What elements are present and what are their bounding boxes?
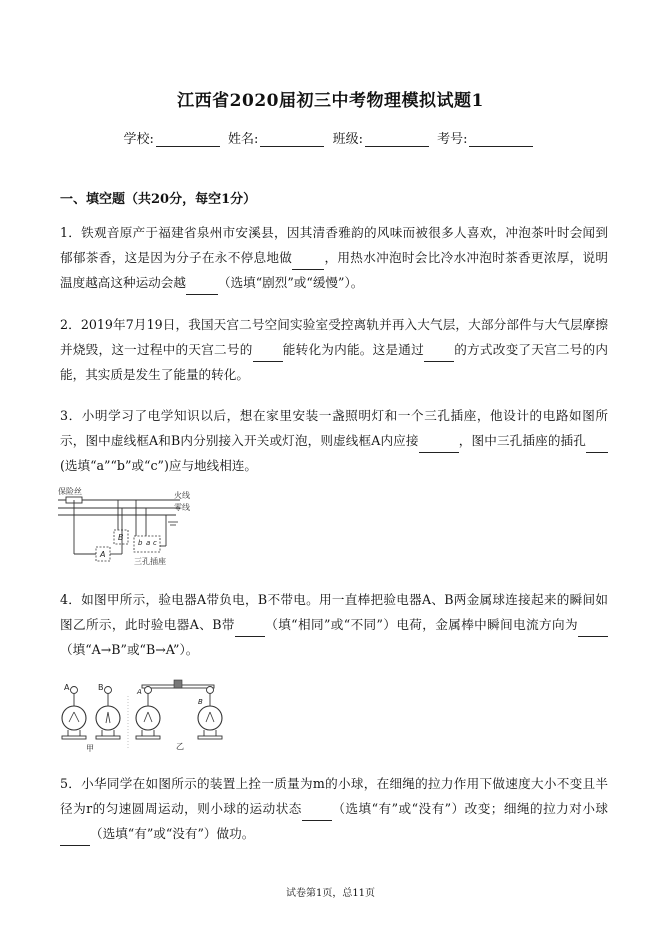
q4-text-a: 4．如图甲所示，验电器A带负电，B不带电。用一直棒把验电器A、B两金属球连接起来的瞬间如图乙所示，此时验电器A、B带 [60,592,608,632]
page-title: 江西省2020届初三中考物理模拟试题1 [177,91,484,111]
q1-text-b: ，用热水冲泡时会比冷水冲泡时茶香更浓厚，说明温度越高这种运动会越 [60,250,609,290]
student-info-line [0,128,661,147]
q5-text-a: 5．小华同学在如图所示的装置上拴一质量为m的小球，在细绳的拉力作用下做速度大小不变且半径为r的匀速圆周运动，则小球的运动状态 [60,776,608,816]
connected-b-label: B [198,698,203,706]
electroscope-a-label: A [64,683,70,692]
q5-blank-1[interactable] [302,806,332,821]
number-field[interactable] [469,134,533,147]
electroscope-diagram [58,676,248,754]
q4-text-c: （填“A→B”或“B→A”）。 [60,642,199,657]
q2-text-a: 2．2019年7月19日，我国天宫二号空间实验室受控离轨并再入大气层，大部分部件与大气层摩擦并烧毁，这一过程中的天宫二号的 [60,317,608,357]
q4-blank-1[interactable] [235,622,265,637]
socket-label: 三孔插座 [134,557,166,566]
q1-blank-1[interactable] [292,255,324,270]
q3-text-c: (选填“a”“b”或“c”)应与地线相连。 [60,458,258,473]
section-heading: 一、填空题（共20分，每空1分） [60,192,257,207]
page-footer: 试卷第1页，总11页 [285,888,376,899]
q1-text-a: 1．铁观音原产于福建省泉州市安溪县，因其清香雅韵的风味而被很多人喜欢，冲泡茶叶时会闻到郁郁茶香，这是因为分子在永不停息地做 [60,225,608,265]
fuse-label: 保险丝 [58,487,82,496]
q2-blank-2[interactable] [424,347,454,362]
class-label: 班级: [332,132,363,147]
school-label: 学校: [123,132,154,147]
q3-blank-2[interactable] [586,438,608,453]
socket-a-label: a [146,539,151,547]
name-label: 姓名: [228,132,259,147]
electroscope-b [96,687,120,740]
question-2 [60,312,608,387]
q1-blank-2[interactable] [186,280,218,295]
name-field[interactable] [260,134,324,147]
q3-text-a: 3．小明学习了电学知识以后，想在家里安装一盏照明灯和一个三孔插座，他设计的电路如图所示，图中虚线框A和B内分别接入开关或灯泡，则虚线框A内应接 [60,408,608,448]
q5-text-b: （选填“有”或“没有”）改变；细绳的拉力对小球 [331,801,608,816]
box-b-label: B [118,533,124,542]
box-a-label: A [100,550,106,559]
q1-text-c: （选填“剧烈”或“缓慢”）。 [217,275,364,290]
q2-text-b: 能转化为内能。这是通过 [282,342,424,357]
question-1 [60,220,608,295]
question-4 [60,587,608,662]
number-label: 考号: [437,132,468,147]
q3-blank-1[interactable] [419,438,459,453]
neutral-wire-label: 零线 [174,503,190,512]
question-5 [60,771,608,846]
q2-blank-1[interactable] [253,347,283,362]
circuit-diagram [56,484,196,568]
q5-text-c: （选填“有”或“没有”）做功。 [90,826,255,841]
question-3 [60,403,608,478]
connected-a-label: A [137,688,142,696]
socket-b-label: b [138,539,143,547]
electroscope-a [62,687,86,740]
q2-text-c: 的方式改变了天宫二号的内能，其实质是发生了能量的转化。 [60,342,609,382]
q3-text-b: ，图中三孔插座的插孔 [458,433,587,448]
live-wire-label: 火线 [174,491,190,500]
socket-c-label: c [153,539,157,547]
figure-jia-label: 甲 [86,744,94,753]
electroscope-b-label: B [98,683,104,692]
q5-blank-2[interactable] [60,831,90,846]
q4-blank-2[interactable] [578,622,608,637]
school-field[interactable] [156,134,220,147]
figure-yi-label: 乙 [176,742,184,751]
class-field[interactable] [365,134,429,147]
q4-text-b: （填“相同”或“不同”）电荷，金属棒中瞬间电流方向为 [264,617,578,632]
connected-electroscopes [136,680,222,739]
